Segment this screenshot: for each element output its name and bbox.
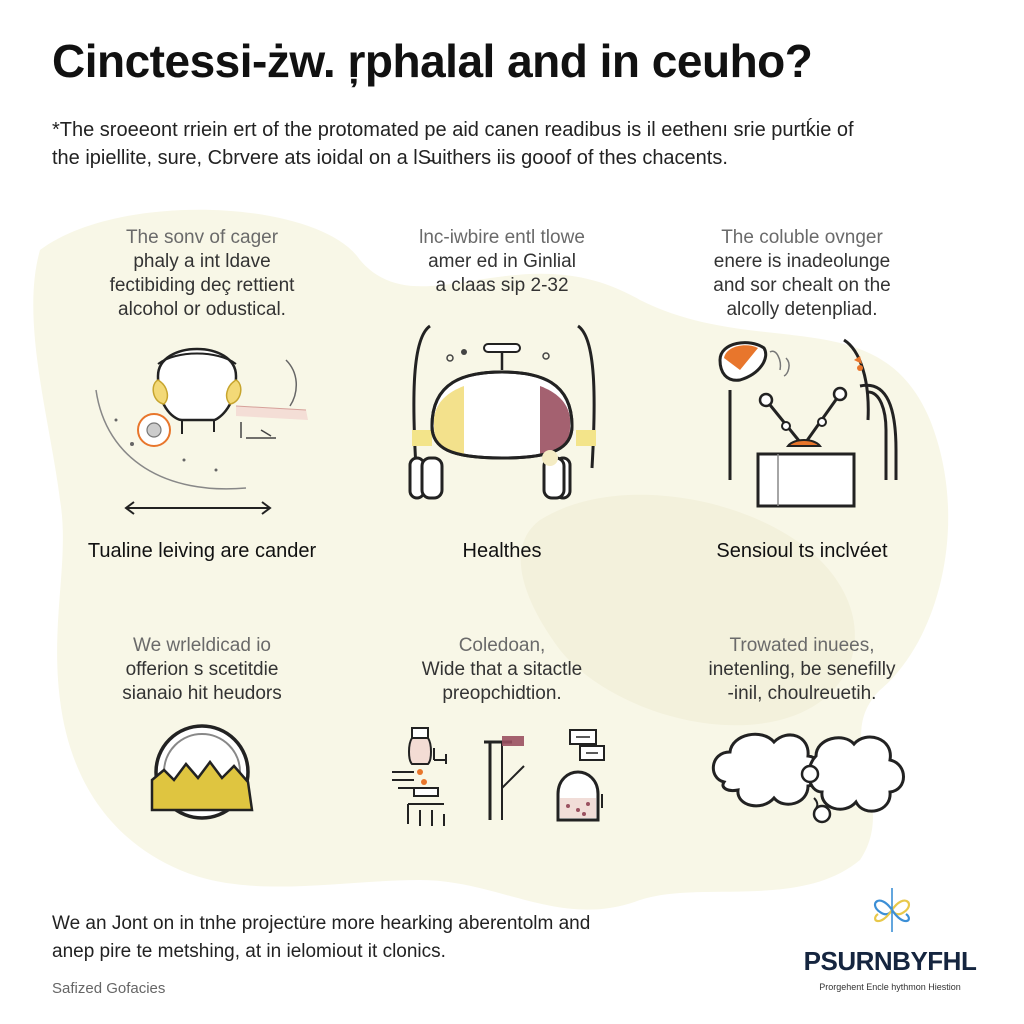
footer-line: anep pire te metshing, at in ielomiout it clonics. (52, 941, 446, 962)
panel-top-center-caption (352, 226, 652, 298)
caption-line: alcolly detenpliad. (726, 299, 878, 320)
panel-top-right-label: Sensioul ts inclvéet (716, 540, 888, 562)
caption-line: fectibiding deç rettient (109, 275, 295, 296)
caption-line: We wrleldicad io (133, 635, 271, 656)
caption-line: -inil, choulreuetih. (727, 683, 877, 704)
intro-line: *The sroeeont rriein ert of the protomated pe aid canen readibus is il eethenı srie purtḱie of (52, 119, 854, 141)
panel-top-center-label: Healthes (462, 540, 542, 562)
caption-line: enere is inadeolunge (713, 251, 891, 272)
intro-line: the ipiellite, sure, Cbrvere ats ioidal on a lS̵uithers iis gooof of thes chacents. (52, 147, 728, 169)
logo-knot-icon (866, 884, 918, 936)
vehicle-device-illustration (404, 318, 604, 508)
credit-text: Safized Gofacies (52, 980, 166, 997)
footer-line: We an Jont on in tnhe projectu̇re more hearking aberentolm and (52, 913, 591, 934)
caption-line: and sor chealt on the (713, 275, 891, 296)
head-diagram-illustration (86, 320, 316, 520)
caption-line: sianaio hit heudors (122, 683, 282, 704)
brand-name: PSURNBYFHL (803, 946, 977, 976)
lab-equipment-illustration (384, 724, 614, 834)
panel-bottom-right-caption (652, 634, 952, 706)
brand-tagline: Prorgehent Encle hythmon Hiestion (819, 982, 961, 992)
caption-line: The sonv of cager (125, 227, 279, 248)
caption-line: inetenling, be senefilly (708, 659, 896, 680)
panel-bottom-left-caption (52, 634, 352, 706)
caption-line: preopchidtion. (442, 683, 562, 704)
panel-top-right-caption (652, 226, 952, 322)
caption-line: a claas sip 2-32 (435, 275, 569, 296)
caption-line: lnc-iwbire entl tlowe (419, 227, 585, 248)
intro-paragraph (52, 116, 952, 172)
panel-bottom-center-caption (352, 634, 652, 706)
caption-line: Trowated inuees, (729, 635, 875, 656)
cloud-illustration (704, 722, 918, 832)
caption-line: alcohol or odustical. (118, 299, 286, 320)
caption-line: The coluble ovnger (721, 227, 883, 248)
mountain-badge-illustration (140, 722, 264, 822)
footer-paragraph (52, 910, 692, 966)
apparatus-illustration (710, 330, 910, 510)
caption-line: Coledoan, (458, 635, 546, 656)
page-headline: Cinctessi-żw. ŗphalal and in ceuho? (52, 35, 813, 87)
caption-line: phaly a int ldave (133, 251, 271, 272)
panel-top-left-label: Tualine leiving are cander (87, 540, 317, 562)
caption-line: amer ed in Ginlial (428, 251, 576, 272)
caption-line: Wide that a sitactle (421, 659, 583, 680)
caption-line: offerion s scetitdie (125, 659, 279, 680)
panel-top-left-caption (52, 226, 352, 322)
